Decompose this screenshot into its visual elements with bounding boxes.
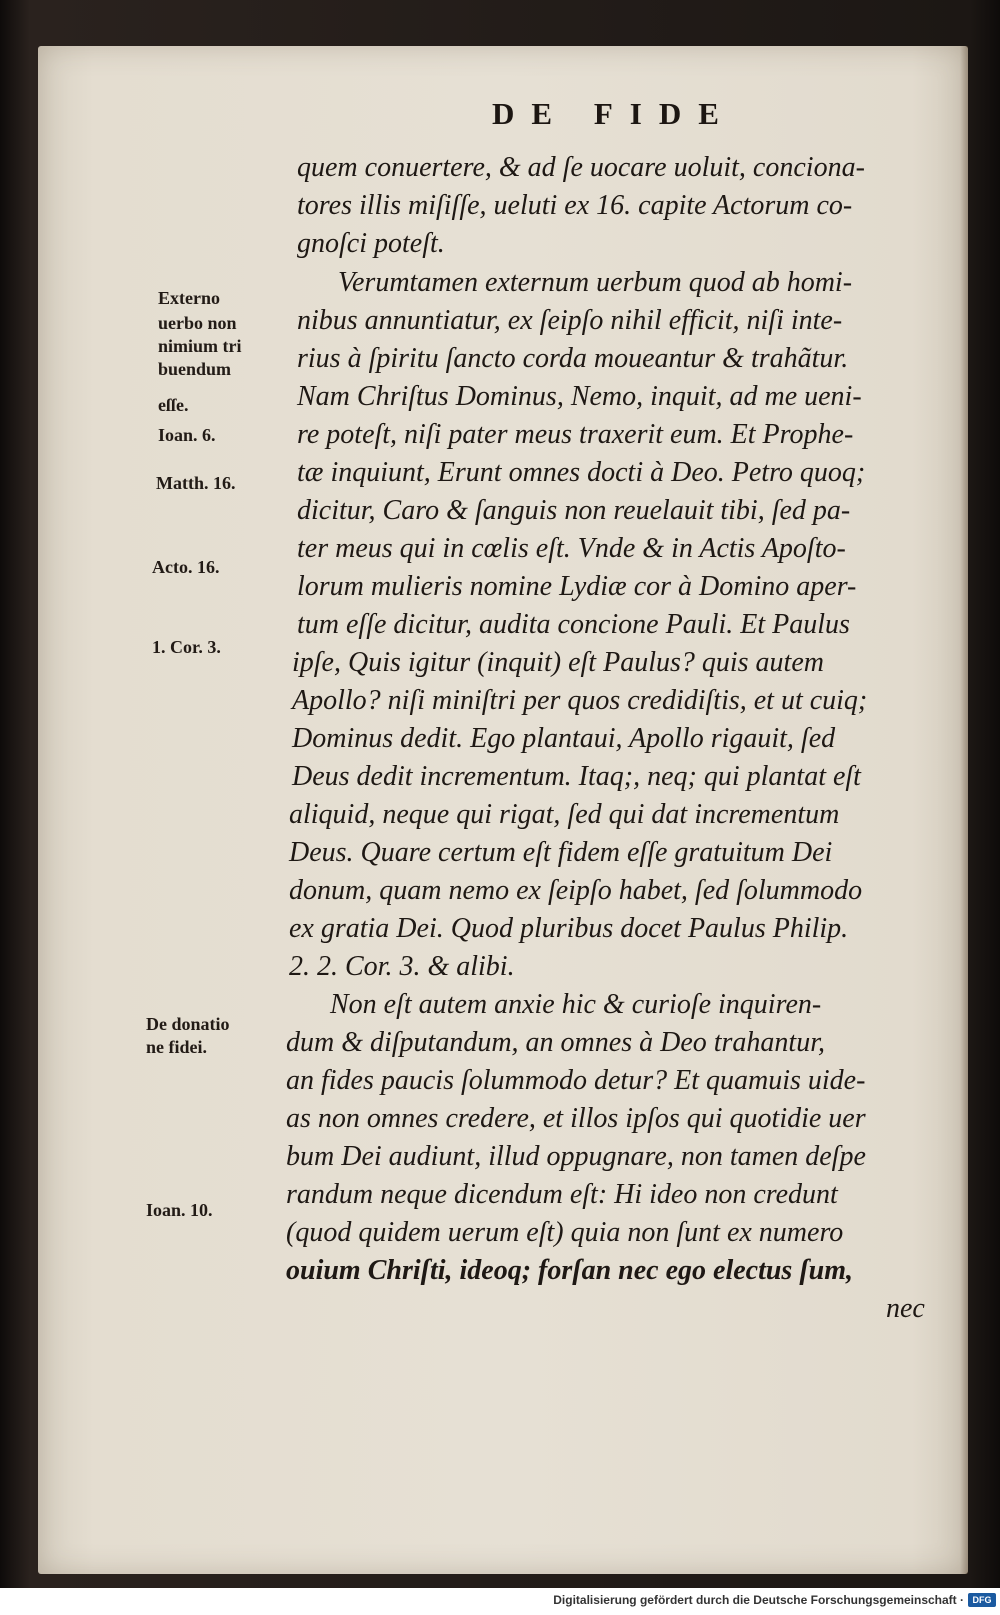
body-line: lorum mulieris nomine Lydiæ cor à Domino aper- [297, 571, 857, 602]
body-line: ipſe, Quis igitur (inquit) eſt Paulus? quis autem [292, 647, 824, 678]
body-line: tæ inquiunt, Erunt omnes docti à Deo. Petro quoq; [297, 457, 866, 488]
body-line: Dominus dedit. Ego plantaui, Apollo rigauit, ſed [292, 723, 836, 754]
body-line: ter meus qui in cœlis eſt. Vnde & in Actis Apoſto- [297, 533, 846, 564]
body-line: quem conuertere, & ad ſe uocare uoluit, conciona- [297, 152, 865, 183]
body-line: ex gratia Dei. Quod pluribus docet Paulus Philip. [289, 913, 849, 944]
body-line: tum eſſe dicitur, audita concione Pauli. Et Paulus [297, 609, 850, 640]
body-line: aliquid, neque qui rigat, ſed qui dat incrementum [289, 799, 840, 830]
body-line: randum neque dicendum eſt: Hi ideo non credunt [286, 1179, 838, 1210]
body-line: rius à ſpiritu ſancto corda moueantur & trahãtur. [297, 343, 849, 374]
body-line: an fides paucis ſolummodo detur? Et quamuis uide- [286, 1065, 866, 1096]
margin-note: 1. Cor. 3. [152, 637, 221, 657]
body-line: nibus annuntiatur, ex ſeipſo nihil efficit, niſi inte- [297, 305, 843, 336]
catchword: nec [886, 1293, 925, 1324]
margin-note: buendum [158, 359, 232, 379]
digitization-footer [0, 1588, 1000, 1615]
body-line: 2. 2. Cor. 3. & alibi. [289, 951, 515, 982]
body-line: re poteſt, niſi pater meus traxerit eum. Et Prophe- [297, 419, 854, 450]
body-line: bum Dei audiunt, illud oppugnare, non tamen deſpe [286, 1141, 866, 1172]
margin-note: uerbo non [158, 313, 237, 333]
body-line: Apollo? niſi miniſtri per quos credidiſtis, et ut cuiq; [292, 685, 868, 716]
margin-note: Externo [158, 288, 220, 308]
margin-note: nimium tri [158, 336, 242, 356]
margin-note: De donatio [146, 1014, 230, 1034]
margin-note: Matth. 16. [156, 473, 236, 493]
body-line: Verumtamen externum uerbum quod ab homi- [338, 267, 853, 298]
body-line: tores illis miſiſſe, ueluti ex 16. capite Actorum co- [297, 190, 853, 221]
body-line: as non omnes credere, et illos ipſos qui quotidie uer [286, 1103, 866, 1134]
body-line: dicitur, Caro & ſanguis non reuelauit tibi, ſed pa- [297, 495, 851, 526]
body-line: (quod quidem uerum eſt) quia non ſunt ex numero [286, 1217, 844, 1248]
body-line: dum & diſputandum, an omnes à Deo trahantur, [286, 1027, 825, 1058]
margin-note: ne fidei. [146, 1037, 207, 1057]
footer-credit: Digitalisierung gefördert durch die Deutsche Forschungsgemeinschaft · [553, 1593, 964, 1607]
body-line: gnoſci poteſt. [297, 228, 445, 259]
margin-note: Ioan. 6. [158, 425, 216, 445]
margin-note: Ioan. 10. [146, 1200, 213, 1220]
body-line: donum, quam nemo ex ſeipſo habet, ſed ſolummodo [289, 875, 863, 906]
body-line: Nam Chriſtus Dominus, Nemo, inquit, ad me ueni- [297, 381, 862, 412]
body-line: Deus dedit incrementum. Itaq;, neq; qui plantat eſt [292, 761, 861, 792]
body-line: Non eſt autem anxie hic & curioſe inquiren- [330, 989, 822, 1020]
body-line: Deus. Quare certum eſt fidem eſſe gratuitum Dei [289, 837, 833, 868]
body-line: ouium Chriſti, ideoq; forſan nec ego electus ſum, [286, 1255, 853, 1286]
margin-note: eſſe. [158, 395, 189, 415]
margin-note: Acto. 16. [152, 557, 220, 577]
dfg-logo-icon: DFG [968, 1593, 996, 1607]
running-head: DE FIDE [492, 96, 736, 131]
